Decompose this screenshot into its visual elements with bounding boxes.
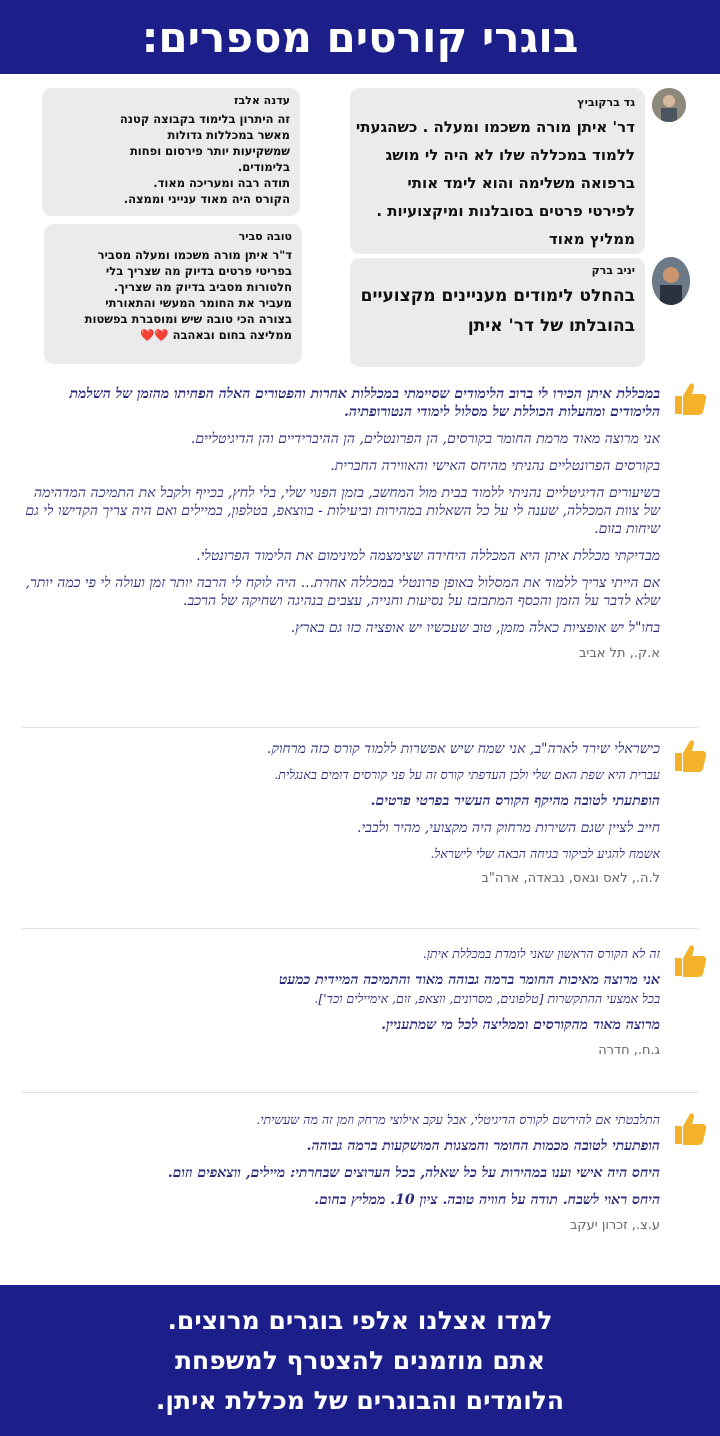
testimonial-author: טובה סביר (238, 230, 292, 243)
review-paragraph: בכל אמצעי ההתקשרות [טלפונים, מסרונים, ווצאפ, זום, אימיילים וכד']. (314, 991, 660, 1006)
thumbs-up-icon (670, 378, 710, 418)
avatar (652, 257, 690, 305)
testimonial-author: עדנה אלבז (234, 94, 290, 107)
thumbs-up-icon (670, 940, 710, 980)
review-paragraph: אני מרוצה מאוד מרמת החומר בקורסים, הן הפרונטלים, הן ההיברידיים והן הדיגיטליים. (190, 431, 660, 447)
review-paragraph: אם הייתי צריך ללמוד את המסלול באופן פרונטלי במכללה אחרת... היה לוקח לי הרבה יותר זמן ועולה לי פי כמה יותר, שלא לדבר על הזמן והכסף המתבזבז על נסיעות וחנייה, עצבים בנהיגה ושחיקה של הרכב. (25, 575, 660, 609)
review-signature: א.ק., תל אביב (578, 646, 660, 661)
footer-line: הלומדים והבוגרים של מכללת איתן. (155, 1385, 565, 1415)
footer-line: אתם מוזמנים להצטרף למשפחת (174, 1345, 546, 1375)
testimonial-author: גד ברקוביץ (577, 96, 635, 109)
review-paragraph: בקורסים הפרונטליים נהניתי מהיחס האישי והאווירה החברית. (330, 458, 660, 474)
footer-banner (0, 1285, 720, 1436)
testimonial-text: דר' איתן מורה משכמו ומעלה . כשהגעתי ללמוד במכללה שלו לא היה לי מושג ברפואה משלימה והוא לימד אותי לפירטי פרטים בסובלנות ומיקצועיות . ממליץ מאוד (355, 118, 635, 248)
review-paragraph: הופתעתי לטובה מכמות החומר והמצגות המושקעות ברמה גבוהה. (306, 1138, 660, 1154)
testimonial-text: בהחלט לימודים מעניינים מקצועיים בהובלתו של דר' איתן (360, 286, 635, 336)
review-paragraph: אני מרוצה מאיכות החומר ברמה גבוהה מאוד והתמיכה המיידית כמעט (278, 972, 660, 988)
review-paragraph: התלבטתי אם להירשם לקורס הדיגיטלי, אבל עקב אילוצי מרחק וזמן זה מה שעשיתי. (256, 1112, 660, 1127)
review-paragraph: היחס היה אישי וענו במהירות על כל שאלה, בכל הערוצים שבחרתי: מיילים, ווצאפים וזום. (167, 1165, 660, 1181)
testimonial-bubble (42, 88, 300, 216)
review-paragraph: מרוצה מאוד מהקורסים וממליצה לכל מי שמתעניין. (381, 1017, 660, 1033)
thumbs-up-icon (670, 735, 710, 775)
review-block (22, 385, 660, 661)
review-block (22, 1112, 660, 1233)
testimonial-text: זה היתרון בלימוד בקבוצה קטנה מאשר במכללות גדולות שמשקיעות יותר פירסום ופחות בלימודים. תודה רבה ומעריכה מאוד. הקורס היה מאוד ענייני וממצה. (119, 112, 290, 206)
review-signature: ל.ה., לאס וגאס, נבאדה, ארה"ב (481, 871, 660, 886)
review-paragraph: מבדיקתי מכללת איתן היא המכללה היחידה שצימצמה למינימום את הלימוד הפרונטלי. (196, 548, 660, 564)
review-paragraph: זה לא הקורס הראשון שאני לומדת במכללת איתן. (422, 946, 660, 961)
review-paragraph: אשמח להגיע לביקור בגיחה הבאה שלי לישראל. (430, 846, 660, 861)
footer-line: למדו אצלנו אלפי בוגרים מרוצים. (167, 1305, 553, 1335)
review-paragraph: בשיעורים הדיגיטליים נהניתי ללמוד בבית מול המחשב, בזמן הפנוי שלי, בלי לחץ, בכייף ולקבל את התמיכה המדהימה של צוות המכללה, שענה לי על כל השאלות במהירות וביעילות - בווצאפ, בטלפון, במיילים ואם היה צריך הקדישו לי גם שיחות בזום. (25, 485, 660, 537)
review-signature: ג.ח., חדרה (598, 1043, 660, 1058)
divider (22, 727, 698, 728)
review-block (22, 740, 660, 886)
review-paragraph: חייב לציין שגם השירות מרחוק היה מקצועי, מהיר ולבבי. (357, 820, 660, 836)
review-signature: ע.צ., זכרון יעקב (569, 1218, 660, 1233)
review-paragraph: בחו"ל יש אופציות כאלה מזמן, טוב שעכשיו יש אופציה כזו גם בארץ. (290, 620, 660, 636)
avatar (652, 88, 686, 122)
review-block (22, 946, 660, 1058)
page-title (0, 0, 720, 74)
testimonial-bubble (350, 258, 645, 367)
testimonial-bubble (44, 224, 302, 364)
divider (22, 1092, 698, 1093)
review-paragraph: כישראלי שירד לארה"ב, אני שמח שיש אפשרות ללמוד קורס כזה מרחוק. (266, 741, 660, 757)
review-paragraph: עברית היא שפת האם שלי ולכן העדפתי קורס זה על פני קורסים דומים באנגלית. (274, 767, 660, 782)
review-paragraph: היחס ראוי לשבח. תודה על חוויה טובה. ציון 10. ממליץ בחום. (314, 1192, 660, 1208)
page-title-text: בוגרי קורסים מספרים: (141, 12, 579, 62)
testimonial-bubble (350, 88, 645, 254)
review-paragraph: במכללת איתן הכירו לי ברוב הלימודים שסיימתי במכללות אחרות והפטורים האלה הפחיתו מהזמן של השלמת הלימודים ומהעלות הכוללת של מסלול לימודי הנטורופתיה. (69, 386, 660, 420)
review-paragraph: הופתעתי לטובה מהיקף הקורס העשיר בפרטי פרטים. (370, 793, 660, 809)
testimonial-text: ד"ר איתן מורה משכמו ומעלה מסביר בפריטי פרטים בדיוק מה שצריך בלי חלטורות מסביב בדיוק מה שצריך. מעביר את החומר המעשי והתאורתי בצורה הכי טובה שיש ומוסברת בפשטות ממליצה בחום ובאהבה ❤️❤️ (84, 248, 292, 342)
thumbs-up-icon (670, 1108, 710, 1148)
testimonial-author: יניב ברק (591, 264, 635, 277)
divider (22, 928, 698, 929)
